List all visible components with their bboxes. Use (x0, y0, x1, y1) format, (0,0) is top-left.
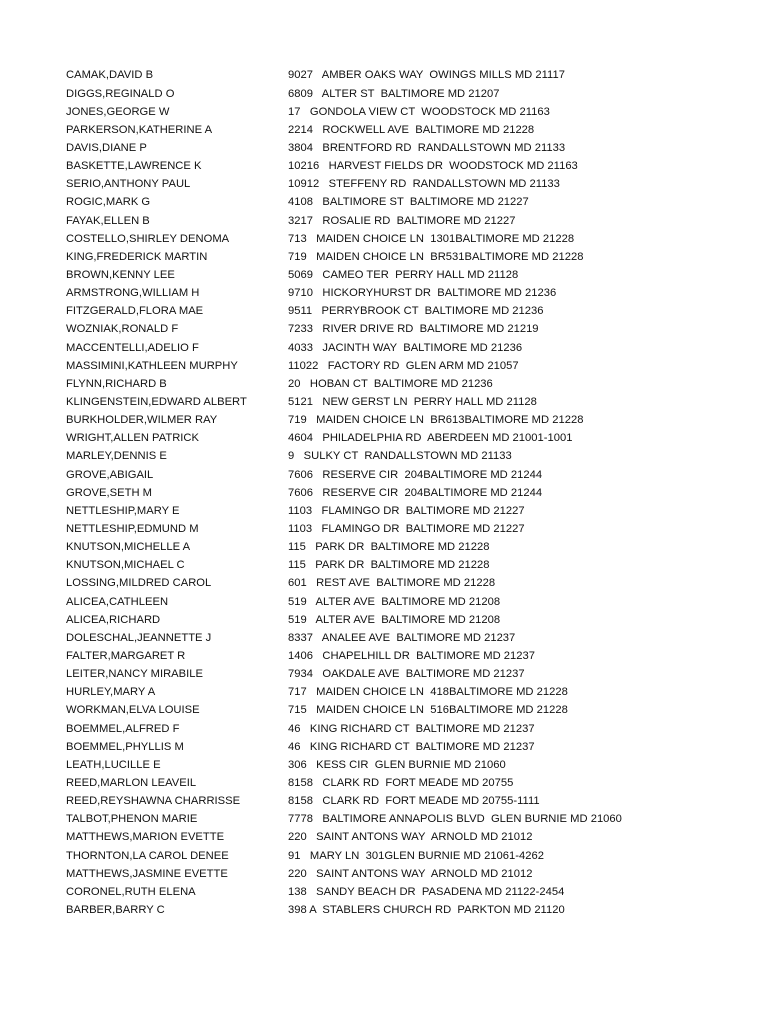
list-item (66, 593, 756, 611)
street-address: 10216 HARVEST FIELDS DR WOODSTOCK MD 21163 (288, 161, 578, 173)
list-item (66, 103, 756, 121)
list-item (66, 883, 756, 901)
list-item (66, 267, 756, 285)
street-address: 7934 OAKDALE AVE BALTIMORE MD 21237 (288, 669, 525, 681)
resident-name: MASSIMINI,KATHLEEN MURPHY (66, 360, 238, 372)
street-address: 519 ALTER AVE BALTIMORE MD 21208 (288, 614, 501, 626)
resident-name: JONES,GEORGE W (66, 106, 170, 118)
street-address: 10912 STEFFENY RD RANDALLSTOWN MD 21133 (288, 179, 560, 191)
street-address: 9 SULKY CT RANDALLSTOWN MD 21133 (288, 451, 512, 463)
resident-name: ALICEA,CATHLEEN (66, 596, 169, 608)
street-address: 3217 ROSALIE RD BALTIMORE MD 21227 (288, 215, 516, 227)
street-address: 601 REST AVE BALTIMORE MD 21228 (288, 578, 496, 590)
list-item (66, 774, 756, 792)
street-address: 2214 ROCKWELL AVE BALTIMORE MD 21228 (288, 124, 535, 136)
list-item (66, 194, 756, 212)
street-address: 7233 RIVER DRIVE RD BALTIMORE MD 21219 (288, 324, 539, 336)
street-address: 20 HOBAN CT BALTIMORE MD 21236 (288, 378, 493, 390)
resident-name: PARKERSON,KATHERINE A (66, 124, 213, 136)
resident-name: NETTLESHIP,MARY E (66, 505, 180, 517)
list-item (66, 121, 756, 139)
resident-name: BURKHOLDER,WILMER RAY (66, 415, 218, 427)
list-item (66, 430, 756, 448)
street-address: 717 MAIDEN CHOICE LN 418BALTIMORE MD 21228 (288, 687, 568, 699)
resident-name: KNUTSON,MICHAEL C (66, 560, 185, 572)
list-item (66, 811, 756, 829)
list-item (66, 303, 756, 321)
list-item (66, 85, 756, 103)
resident-name: BASKETTE,LAWRENCE K (66, 161, 202, 173)
street-address: 1103 FLAMINGO DR BALTIMORE MD 21227 (288, 505, 525, 517)
resident-name: ROGIC,MARK G (66, 197, 151, 209)
list-item (66, 901, 756, 919)
street-address: 8337 ANALEE AVE BALTIMORE MD 21237 (288, 632, 516, 644)
resident-name: TALBOT,PHENON MARIE (66, 814, 198, 826)
resident-name: FALTER,MARGARET R (66, 650, 186, 662)
list-item (66, 140, 756, 158)
list-item (66, 684, 756, 702)
resident-name: GROVE,SETH M (66, 487, 153, 499)
street-address: 719 MAIDEN CHOICE LN BR613BALTIMORE MD 21228 (288, 415, 584, 427)
street-address: 8158 CLARK RD FORT MEADE MD 20755-1111 (288, 796, 540, 808)
street-address: 5069 CAMEO TER PERRY HALL MD 21128 (288, 270, 519, 282)
list-item (66, 375, 756, 393)
list-item (66, 829, 756, 847)
resident-name: DOLESCHAL,JEANNETTE J (66, 632, 212, 644)
resident-name: BARBER,BARRY C (66, 904, 165, 916)
resident-name: KLINGENSTEIN,EDWARD ALBERT (66, 397, 247, 408)
list-item (66, 67, 756, 85)
street-address: 46 KING RICHARD CT BALTIMORE MD 21237 (288, 741, 535, 753)
resident-name: GROVE,ABIGAIL (66, 469, 154, 481)
street-address: 46 KING RICHARD CT BALTIMORE MD 21237 (288, 723, 535, 735)
list-item (66, 448, 756, 466)
resident-name: MATTHEWS,MARION EVETTE (66, 832, 225, 844)
resident-name: THORNTON,LA CAROL DENEE (66, 850, 229, 862)
street-address: 306 KESS CIR GLEN BURNIE MD 21060 (288, 759, 506, 771)
resident-name: BROWN,KENNY LEE (66, 270, 175, 282)
street-address: 220 SAINT ANTONS WAY ARNOLD MD 21012 (288, 868, 533, 880)
resident-name: WORKMAN,ELVA LOUISE (66, 705, 200, 717)
list-item (66, 648, 756, 666)
resident-name: LEATH,LUCILLE E (66, 759, 161, 771)
list-item (66, 738, 756, 756)
list-item (66, 212, 756, 230)
resident-name: MARLEY,DENNIS E (66, 451, 167, 463)
street-address: 138 SANDY BEACH DR PASADENA MD 21122-2454 (288, 886, 565, 898)
street-address: 719 MAIDEN CHOICE LN BR531BALTIMORE MD 21228 (288, 251, 584, 263)
street-address: 5121 NEW GERST LN PERRY HALL MD 21128 (288, 397, 537, 408)
resident-name: MACCENTELLI,ADELIO F (66, 342, 199, 354)
resident-name: REED,MARLON LEAVEIL (66, 777, 197, 789)
list-item (66, 557, 756, 575)
street-address: 7606 RESERVE CIR 204BALTIMORE MD 21244 (288, 487, 543, 499)
street-address: 8158 CLARK RD FORT MEADE MD 20755 (288, 777, 514, 789)
list-item (66, 611, 756, 629)
resident-name: KNUTSON,MICHELLE A (66, 542, 191, 554)
resident-name: CORONEL,RUTH ELENA (66, 886, 196, 898)
list-item (66, 666, 756, 684)
list-item (66, 339, 756, 357)
resident-name: MATTHEWS,JASMINE EVETTE (66, 868, 228, 880)
resident-name: SERIO,ANTHONY PAUL (66, 179, 191, 191)
list-item (66, 230, 756, 248)
street-address: 7778 BALTIMORE ANNAPOLIS BLVD GLEN BURNIE MD 21060 (288, 814, 622, 826)
list-item (66, 702, 756, 720)
street-address: 17 GONDOLA VIEW CT WOODSTOCK MD 21163 (288, 106, 550, 118)
list-item (66, 793, 756, 811)
list-item (66, 847, 756, 865)
street-address: 398 A STABLERS CHURCH RD PARKTON MD 21120 (288, 904, 565, 916)
address-list (66, 67, 756, 920)
list-item (66, 629, 756, 647)
list-item (66, 285, 756, 303)
list-item (66, 176, 756, 194)
resident-name: CAMAK,DAVID B (66, 70, 154, 82)
street-address: 9511 PERRYBROOK CT BALTIMORE MD 21236 (288, 306, 544, 318)
resident-name: FAYAK,ELLEN B (66, 215, 150, 227)
list-item (66, 756, 756, 774)
resident-name: FITZGERALD,FLORA MAE (66, 306, 204, 318)
list-item (66, 720, 756, 738)
list-item (66, 466, 756, 484)
resident-name: BOEMMEL,PHYLLIS M (66, 741, 184, 753)
list-item (66, 502, 756, 520)
street-address: 220 SAINT ANTONS WAY ARNOLD MD 21012 (288, 832, 533, 844)
street-address: 4108 BALTIMORE ST BALTIMORE MD 21227 (288, 197, 529, 209)
resident-name: FLYNN,RICHARD B (66, 378, 167, 390)
street-address: 1103 FLAMINGO DR BALTIMORE MD 21227 (288, 523, 525, 535)
street-address: 6809 ALTER ST BALTIMORE MD 21207 (288, 88, 500, 100)
resident-name: HURLEY,MARY A (66, 687, 156, 699)
street-address: 115 PARK DR BALTIMORE MD 21228 (288, 542, 490, 554)
street-address: 715 MAIDEN CHOICE LN 516BALTIMORE MD 21228 (288, 705, 568, 717)
resident-name: DAVIS,DIANE P (66, 143, 147, 155)
resident-name: LOSSING,MILDRED CAROL (66, 578, 212, 590)
resident-name: KING,FREDERICK MARTIN (66, 251, 208, 263)
resident-name: LEITER,NANCY MIRABILE (66, 669, 203, 681)
street-address: 4604 PHILADELPHIA RD ABERDEEN MD 21001-1001 (288, 433, 573, 445)
list-item (66, 412, 756, 430)
list-item (66, 321, 756, 339)
street-address: 11022 FACTORY RD GLEN ARM MD 21057 (288, 360, 519, 372)
street-address: 7606 RESERVE CIR 204BALTIMORE MD 21244 (288, 469, 543, 481)
list-item (66, 158, 756, 176)
street-address: 9027 AMBER OAKS WAY OWINGS MILLS MD 21117 (288, 70, 565, 82)
street-address: 115 PARK DR BALTIMORE MD 21228 (288, 560, 490, 572)
list-item (66, 248, 756, 266)
list-item (66, 539, 756, 557)
street-address: 519 ALTER AVE BALTIMORE MD 21208 (288, 596, 501, 608)
street-address: 9710 HICKORYHURST DR BALTIMORE MD 21236 (288, 288, 557, 300)
list-item (66, 357, 756, 375)
list-item (66, 575, 756, 593)
resident-name: BOEMMEL,ALFRED F (66, 723, 180, 735)
resident-name: NETTLESHIP,EDMUND M (66, 523, 199, 535)
street-address: 3804 BRENTFORD RD RANDALLSTOWN MD 21133 (288, 143, 566, 155)
list-item (66, 394, 756, 412)
resident-name: WOZNIAK,RONALD F (66, 324, 179, 336)
street-address: 1406 CHAPELHILL DR BALTIMORE MD 21237 (288, 650, 536, 662)
resident-name: ARMSTRONG,WILLIAM H (66, 288, 200, 300)
resident-name: COSTELLO,SHIRLEY DENOMA (66, 233, 230, 245)
street-address: 713 MAIDEN CHOICE LN 1301BALTIMORE MD 21228 (288, 233, 575, 245)
list-item (66, 521, 756, 539)
street-address: 91 MARY LN 301GLEN BURNIE MD 21061-4262 (288, 850, 544, 862)
street-address: 4033 JACINTH WAY BALTIMORE MD 21236 (288, 342, 523, 354)
resident-name: ALICEA,RICHARD (66, 614, 161, 626)
list-item (66, 484, 756, 502)
list-item (66, 865, 756, 883)
resident-name: DIGGS,REGINALD O (66, 88, 175, 100)
resident-name: REED,REYSHAWNA CHARRISSE (66, 796, 241, 808)
resident-name: WRIGHT,ALLEN PATRICK (66, 433, 200, 445)
